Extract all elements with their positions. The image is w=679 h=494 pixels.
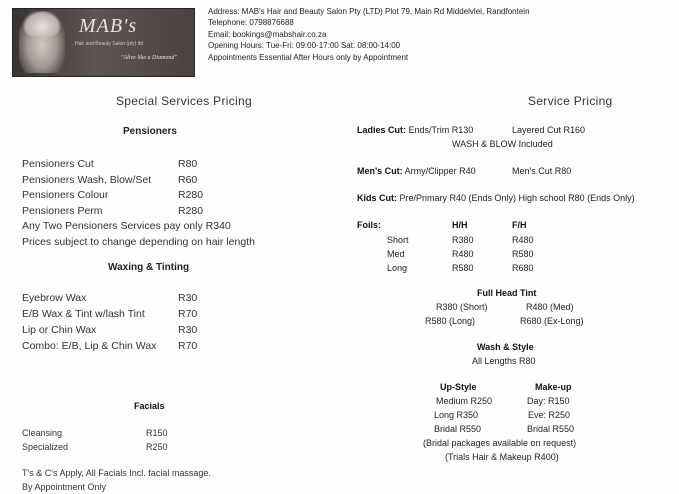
- kids-cut-text: Pre/Primary R40 (Ends Only) High school R80 (Ends Only): [399, 193, 635, 203]
- contact-block: [208, 6, 530, 63]
- makeup-title: Make-up: [535, 382, 572, 392]
- service-pricing-heading: Service Pricing: [528, 94, 613, 108]
- price-item-value: R280: [178, 205, 204, 217]
- price-item-name: Eyebrow Wax: [22, 292, 87, 304]
- price-item-name: Specialized: [22, 442, 69, 452]
- contact-appointments: Appointments Essential After Hours only by Appointment: [208, 52, 409, 62]
- fullhead-title: Full Head Tint: [477, 288, 537, 298]
- upstyle-item: Long R350: [434, 410, 479, 420]
- contact-telephone: Telephone: 0798876688: [208, 18, 294, 28]
- foils-col-fh: F/H: [512, 220, 527, 230]
- price-item-value: R80: [178, 158, 198, 170]
- foils-fh-price: R480: [512, 235, 534, 245]
- foils-hh-price: R380: [452, 235, 474, 245]
- price-item-value: R60: [178, 174, 198, 186]
- logo-slogan: "Alive like a Diamond": [121, 55, 177, 61]
- pensioners-title: Pensioners: [123, 126, 177, 137]
- foils-hh-price: R580: [452, 263, 474, 273]
- makeup-item: Bridal R550: [527, 424, 575, 434]
- price-item-value: R70: [178, 308, 198, 320]
- portrait-image: [19, 11, 65, 73]
- wash-style-text: All Lengths R80: [472, 356, 536, 366]
- ladies-cut-text: Ends/Trim R130: [408, 125, 474, 135]
- foils-fh-price: R580: [512, 249, 534, 259]
- foils-length: Med: [387, 249, 405, 259]
- price-item-name: Pensioners Wash, Blow/Set: [22, 174, 152, 186]
- facials-title: Facials: [134, 401, 165, 411]
- foils-hh-price: R480: [452, 249, 474, 259]
- price-item-name: Pensioners Perm: [22, 205, 103, 217]
- kids-cut-label: Kids Cut:: [357, 193, 397, 203]
- foils-fh-price: R680: [512, 263, 534, 273]
- upstyle-item: Medium R250: [436, 396, 493, 406]
- price-item-value: R30: [178, 324, 198, 336]
- fullhead-long: R580 (Long): [425, 316, 476, 326]
- mens-cut-label: Men's Cut:: [357, 166, 403, 176]
- price-item-value: R150: [146, 428, 168, 438]
- facials-note: By Appointment Only: [22, 482, 107, 492]
- pensioners-note: Any Two Pensioners Services pay only R340: [22, 220, 231, 232]
- contact-email: Email: bookings@mabshair.co.za: [208, 29, 327, 39]
- waxing-title: Waxing & Tinting: [108, 262, 190, 273]
- wash-style-title: Wash & Style: [477, 342, 534, 352]
- foils-length: Short: [387, 235, 409, 245]
- trials-note: (Trials Hair & Makeup R400): [445, 452, 559, 462]
- foils-label: Foils:: [357, 220, 381, 230]
- price-item-name: Pensioners Cut: [22, 158, 94, 170]
- price-item-name: Cleansing: [22, 428, 63, 438]
- fullhead-short: R380 (Short): [436, 302, 488, 312]
- makeup-item: Eve: R250: [528, 410, 571, 420]
- price-item-name: E/B Wax & Tint w/lash Tint: [22, 308, 145, 320]
- price-item-name: Combo: E/B, Lip & Chin Wax: [22, 340, 157, 352]
- contact-hours: Opening Hours: Tue-Fri: 09:00-17:00 Sat: 08:00-14:00: [208, 41, 401, 51]
- upstyle-item: Bridal R550: [434, 424, 482, 434]
- upstyle-title: Up-Style: [440, 382, 477, 392]
- wash-blow-note: WASH & BLOW Included: [452, 139, 553, 149]
- price-item-value: R250: [146, 442, 168, 452]
- ladies-cut-row: [357, 125, 473, 135]
- price-item-value: R30: [178, 292, 198, 304]
- mens-cut-row: [357, 166, 476, 176]
- mens-cut-other: Men's Cut R80: [512, 166, 572, 176]
- mens-cut-text: Army/Clipper R40: [404, 166, 476, 176]
- layered-cut: Layered Cut R160: [512, 125, 586, 135]
- price-item-name: Lip or Chin Wax: [22, 324, 97, 336]
- price-item-value: R280: [178, 189, 204, 201]
- kids-cut-row: [357, 193, 635, 203]
- price-item-value: R70: [178, 340, 198, 352]
- pensioners-note: Prices subject to change depending on hair length: [22, 236, 255, 248]
- bridal-note: (Bridal packages available on request): [423, 438, 577, 448]
- contact-address: Address: MAB's Hair and Beauty Salon Pty (LTD) Plot 79, Main Rd Middelvlei, Randfontein: [208, 7, 530, 16]
- fullhead-exlong: R680 (Ex-Long): [520, 316, 584, 326]
- makeup-item: Day: R150: [527, 396, 570, 406]
- logo-brand: MAB's: [79, 15, 138, 37]
- salon-logo: [12, 8, 195, 77]
- foils-length: Long: [387, 263, 408, 273]
- facials-note: T's & C's Apply, All Facials Incl. facial massage.: [22, 468, 211, 478]
- logo-tagline: Hair and Beauty Salon (pty) ltd: [75, 41, 144, 47]
- foils-col-hh: H/H: [452, 220, 468, 230]
- ladies-cut-label: Ladies Cut:: [357, 125, 407, 135]
- fullhead-med: R480 (Med): [526, 302, 574, 312]
- price-item-name: Pensioners Colour: [22, 189, 109, 201]
- special-services-heading: Special Services Pricing: [116, 94, 252, 108]
